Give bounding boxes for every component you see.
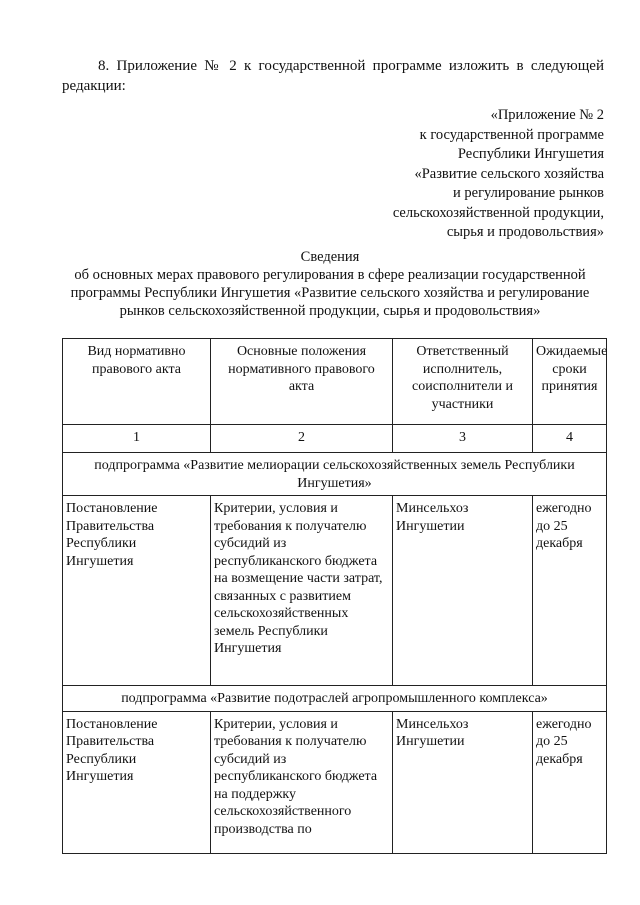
executor-cell: Минсельхоз Ингушетии (393, 711, 533, 853)
act-type-cell: Постановление Правительства Республики Ингушетия (63, 496, 211, 686)
appendix-line: «Приложение № 2 (490, 107, 604, 123)
header-cell-provisions: Основные положения нормативного правового акта (211, 339, 393, 425)
provisions-cell: Критерии, условия и требования к получателю субсидий из республиканского бюджета на поддержку сельскохозяйственного производства по (211, 711, 393, 853)
column-number-row (63, 425, 607, 453)
column-number: 2 (211, 425, 393, 453)
intro-paragraph: 8. Приложение № 2 к государственной программе изложить в следующей редакции: (62, 58, 604, 94)
section-heading (40, 248, 620, 320)
column-number: 3 (393, 425, 533, 453)
appendix-line: к государственной программе (419, 126, 604, 143)
table-header-row (63, 339, 607, 425)
subprogram-title: подпрограмма «Развитие мелиорации сельскохозяйственных земель Республики Ингушетия» (63, 453, 607, 496)
heading-line: рынков сельскохозяйственной продукции, сырья и продовольствия» (119, 303, 541, 319)
column-number: 4 (533, 425, 607, 453)
header-cell-term: Ожидаемые сроки принятия (533, 339, 607, 425)
subprogram-row (63, 686, 607, 712)
header-cell-executor: Ответственный исполнитель, соисполнители и участники (393, 339, 533, 425)
appendix-line: «Развитие сельского хозяйства (414, 165, 604, 182)
measures-table (62, 338, 607, 854)
table-row (63, 711, 607, 853)
table-row (63, 496, 607, 686)
act-type-cell: Постановление Правительства Республики Ингушетия (63, 711, 211, 853)
appendix-line: сырья и продовольствия» (446, 224, 604, 240)
provisions-cell: Критерии, условия и требования к получателю субсидий из республиканского бюджета на возмещение части затрат, связанных с развитием сельскохозяйственных земель Республики Ингушетия (211, 496, 393, 686)
header-cell-act-type: Вид нормативно правового акта (63, 339, 211, 425)
appendix-line: и регулирование рынков (453, 185, 604, 201)
heading-line: программы Республики Ингушетия «Развитие сельского хозяйства и регулирование (70, 285, 590, 301)
subprogram-row (63, 453, 607, 496)
column-number: 1 (63, 425, 211, 453)
appendix-line: Республики Ингушетия (457, 146, 604, 162)
appendix-header (304, 106, 604, 243)
executor-cell: Минсельхоз Ингушетии (393, 496, 533, 686)
term-cell: ежегодно до 25 декабря (533, 496, 607, 686)
subprogram-title: подпрограмма «Развитие подотраслей агропромышленного комплекса» (63, 686, 607, 712)
heading-line: об основных мерах правового регулирования в сфере реализации государственной (74, 267, 586, 283)
heading-title: Сведения (300, 249, 360, 265)
term-cell: ежегодно до 25 декабря (533, 711, 607, 853)
appendix-line: сельскохозяйственной продукции, (392, 204, 604, 221)
